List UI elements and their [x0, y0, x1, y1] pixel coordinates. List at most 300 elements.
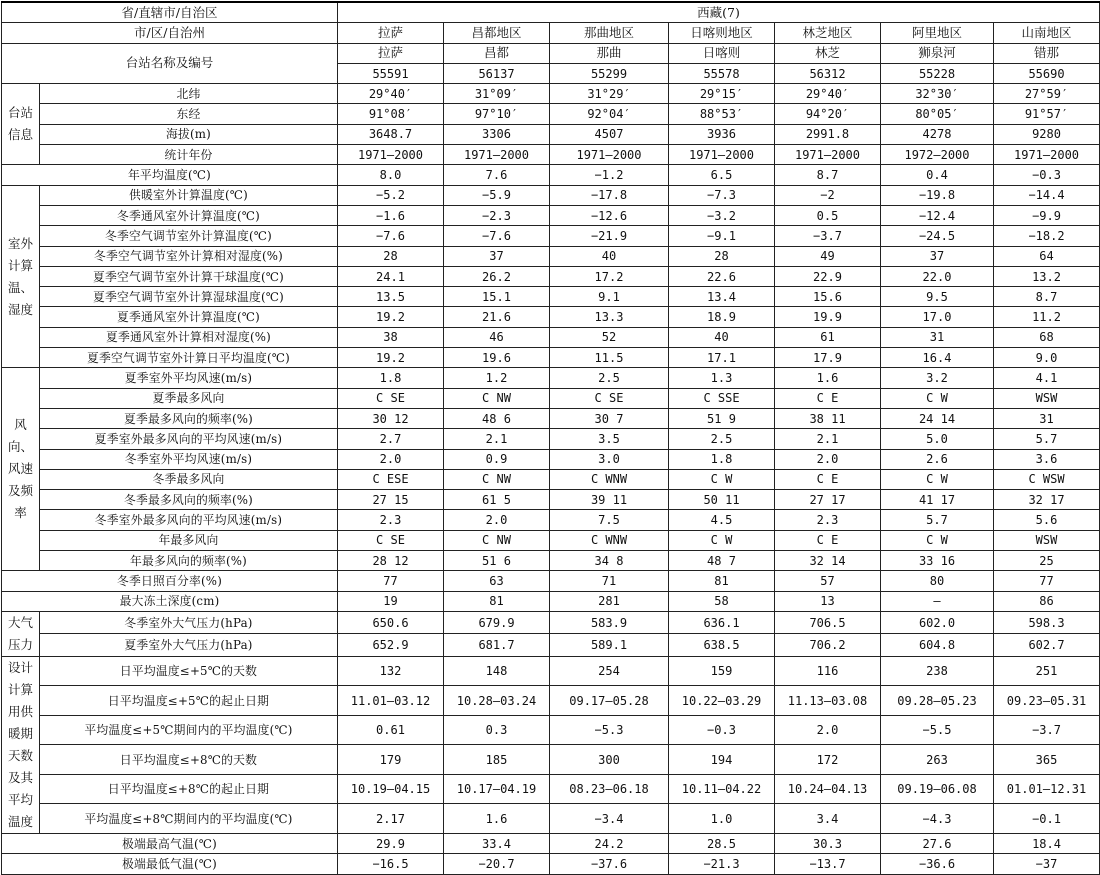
value-cell: 2.0	[775, 715, 881, 745]
value-cell: 09.19—06.08	[881, 774, 994, 804]
value-cell: 15.1	[444, 287, 550, 307]
value-cell: 8.7	[994, 287, 1100, 307]
value-cell: 37	[881, 246, 994, 266]
row-label: 年最多风向的频率(%)	[40, 551, 338, 571]
data-row	[2, 348, 1100, 368]
province-label: 省/直辖市/自治区	[2, 2, 338, 23]
value-cell: 30.3	[775, 833, 881, 853]
value-cell: 10.22—03.29	[669, 686, 775, 716]
value-cell: 3.4	[775, 804, 881, 834]
value-cell: 30 12	[338, 408, 444, 428]
value-cell: 4507	[550, 124, 669, 144]
value-cell: 39 11	[550, 490, 669, 510]
value-cell: −37.6	[550, 854, 669, 874]
value-cell: 172	[775, 745, 881, 775]
value-cell: −14.4	[994, 185, 1100, 205]
value-cell: 40	[550, 246, 669, 266]
row-label: 夏季空气调节室外计算日平均温度(℃)	[40, 348, 338, 368]
value-cell: 706.5	[775, 611, 881, 634]
row-label: 海拔(m)	[40, 124, 338, 144]
station-name-cell: 拉萨	[338, 43, 444, 63]
value-cell: 4.1	[994, 368, 1100, 388]
value-cell: 2.0	[444, 510, 550, 530]
value-cell: 11.13—03.08	[775, 686, 881, 716]
value-cell: 7.5	[550, 510, 669, 530]
value-cell: 32 14	[775, 551, 881, 571]
value-cell: 31°09′	[444, 84, 550, 104]
value-cell: 10.19—04.15	[338, 774, 444, 804]
value-cell: 2.17	[338, 804, 444, 834]
value-cell: 08.23—06.18	[550, 774, 669, 804]
value-cell: 97°10′	[444, 104, 550, 124]
data-row	[2, 408, 1100, 428]
value-cell: 09.28—05.23	[881, 686, 994, 716]
station-id-cell: 56312	[775, 63, 881, 83]
value-cell: 2.1	[775, 429, 881, 449]
value-cell: 9280	[994, 124, 1100, 144]
row-label: 冬季日照百分率(%)	[2, 571, 338, 591]
value-cell: 5.0	[881, 429, 994, 449]
value-cell: −9.9	[994, 205, 1100, 225]
station-id-cell: 55228	[881, 63, 994, 83]
value-cell: 650.6	[338, 611, 444, 634]
data-row	[2, 145, 1100, 165]
value-cell: 28	[669, 246, 775, 266]
row-label: 冬季空气调节室外计算温度(℃)	[40, 226, 338, 246]
value-cell: −21.9	[550, 226, 669, 246]
value-cell: C E	[775, 530, 881, 550]
city-cell: 林芝地区	[775, 23, 881, 43]
value-cell: 24.2	[550, 833, 669, 853]
value-cell: 31	[881, 327, 994, 347]
value-cell: C W	[881, 469, 994, 489]
value-cell: 50 11	[669, 490, 775, 510]
value-cell: 32°30′	[881, 84, 994, 104]
row-label: 冬季最多风向的频率(%)	[40, 490, 338, 510]
value-cell: −18.2	[994, 226, 1100, 246]
value-cell: 1.0	[669, 804, 775, 834]
value-cell: 185	[444, 745, 550, 775]
value-cell: 49	[775, 246, 881, 266]
data-row	[2, 449, 1100, 469]
value-cell: 19.2	[338, 348, 444, 368]
row-label: 夏季通风室外计算温度(℃)	[40, 307, 338, 327]
value-cell: 238	[881, 656, 994, 686]
data-row	[2, 307, 1100, 327]
row-label: 日平均温度≤+5℃的起止日期	[40, 686, 338, 716]
value-cell: 1.3	[669, 368, 775, 388]
value-cell: 2.0	[775, 449, 881, 469]
city-label: 市/区/自治州	[2, 23, 338, 43]
value-cell: 194	[669, 745, 775, 775]
value-cell: 2.3	[338, 510, 444, 530]
value-cell: 3.2	[881, 368, 994, 388]
data-row	[2, 429, 1100, 449]
value-cell: 5.6	[994, 510, 1100, 530]
row-label: 最大冻土深度(cm)	[2, 591, 338, 611]
value-cell: 29.9	[338, 833, 444, 853]
value-cell: 48 7	[669, 551, 775, 571]
value-cell: 13	[775, 591, 881, 611]
value-cell: 30 7	[550, 408, 669, 428]
value-cell: 1971—2000	[994, 145, 1100, 165]
value-cell: 251	[994, 656, 1100, 686]
value-cell: 09.17—05.28	[550, 686, 669, 716]
data-row	[2, 634, 1100, 657]
value-cell: 1.2	[444, 368, 550, 388]
value-cell: 1.6	[775, 368, 881, 388]
row-label: 冬季最多风向	[40, 469, 338, 489]
climate-data-table	[1, 1, 1100, 875]
value-cell: 17.0	[881, 307, 994, 327]
value-cell: 1972—2000	[881, 145, 994, 165]
value-cell: 0.9	[444, 449, 550, 469]
value-cell: −7.6	[444, 226, 550, 246]
data-row	[2, 774, 1100, 804]
station-id-cell: 55690	[994, 63, 1100, 83]
value-cell: 24.1	[338, 266, 444, 286]
row-label: 年最多风向	[40, 530, 338, 550]
value-cell: 1971—2000	[444, 145, 550, 165]
value-cell: 2.7	[338, 429, 444, 449]
value-cell: −1.2	[550, 165, 669, 185]
value-cell: −3.7	[994, 715, 1100, 745]
value-cell: 15.6	[775, 287, 881, 307]
city-cell: 那曲地区	[550, 23, 669, 43]
row-label: 极端最低气温(℃)	[2, 854, 338, 874]
data-row	[2, 611, 1100, 634]
value-cell: 01.01—12.31	[994, 774, 1100, 804]
value-cell: 40	[669, 327, 775, 347]
value-cell: −3.7	[775, 226, 881, 246]
value-cell: 17.9	[775, 348, 881, 368]
row-label: 冬季空气调节室外计算相对湿度(%)	[40, 246, 338, 266]
value-cell: 5.7	[881, 510, 994, 530]
value-cell: 3.6	[994, 449, 1100, 469]
station-name-cell: 错那	[994, 43, 1100, 63]
value-cell: 159	[669, 656, 775, 686]
value-cell: −2	[775, 185, 881, 205]
row-label: 日平均温度≤+5℃的天数	[40, 656, 338, 686]
row-label: 统计年份	[40, 145, 338, 165]
value-cell: −21.3	[669, 854, 775, 874]
value-cell: 116	[775, 656, 881, 686]
value-cell: 2991.8	[775, 124, 881, 144]
data-row	[2, 226, 1100, 246]
value-cell: 29°40′	[338, 84, 444, 104]
value-cell: 3936	[669, 124, 775, 144]
row-label: 日平均温度≤+8℃的天数	[40, 745, 338, 775]
data-row	[2, 804, 1100, 834]
value-cell: 28.5	[669, 833, 775, 853]
value-cell: 63	[444, 571, 550, 591]
row-label: 年平均温度(℃)	[2, 165, 338, 185]
value-cell: 18.4	[994, 833, 1100, 853]
value-cell: 29°40′	[775, 84, 881, 104]
data-row	[2, 656, 1100, 686]
value-cell: 27 17	[775, 490, 881, 510]
value-cell: −13.7	[775, 854, 881, 874]
value-cell: 51 9	[669, 408, 775, 428]
value-cell: C SE	[550, 388, 669, 408]
value-cell: −7.6	[338, 226, 444, 246]
data-row	[2, 715, 1100, 745]
value-cell: 604.8	[881, 634, 994, 657]
data-row	[2, 469, 1100, 489]
value-cell: 51 6	[444, 551, 550, 571]
value-cell: —	[881, 591, 994, 611]
value-cell: 636.1	[669, 611, 775, 634]
value-cell: 81	[669, 571, 775, 591]
value-cell: 27 15	[338, 490, 444, 510]
value-cell: −12.4	[881, 205, 994, 225]
value-cell: C E	[775, 388, 881, 408]
value-cell: −17.8	[550, 185, 669, 205]
value-cell: 300	[550, 745, 669, 775]
value-cell: 28	[338, 246, 444, 266]
data-row	[2, 551, 1100, 571]
value-cell: 7.6	[444, 165, 550, 185]
value-cell: 11.01—03.12	[338, 686, 444, 716]
value-cell: 19.2	[338, 307, 444, 327]
value-cell: 679.9	[444, 611, 550, 634]
data-row	[2, 854, 1100, 874]
row-label: 冬季室外平均风速(m/s)	[40, 449, 338, 469]
value-cell: 10.24—04.13	[775, 774, 881, 804]
value-cell: C WNW	[550, 469, 669, 489]
value-cell: 2.1	[444, 429, 550, 449]
value-cell: 81	[444, 591, 550, 611]
value-cell: C WNW	[550, 530, 669, 550]
value-cell: 61 5	[444, 490, 550, 510]
value-cell: C SSE	[669, 388, 775, 408]
value-cell: 0.61	[338, 715, 444, 745]
value-cell: 28 12	[338, 551, 444, 571]
value-cell: 91°08′	[338, 104, 444, 124]
station-id-cell: 55591	[338, 63, 444, 83]
value-cell: −1.6	[338, 205, 444, 225]
value-cell: 27.6	[881, 833, 994, 853]
value-cell: −36.6	[881, 854, 994, 874]
value-cell: 254	[550, 656, 669, 686]
value-cell: −3.4	[550, 804, 669, 834]
data-row	[2, 84, 1100, 104]
row-label: 夏季通风室外计算相对湿度(%)	[40, 327, 338, 347]
value-cell: 38 11	[775, 408, 881, 428]
city-cell: 山南地区	[994, 23, 1100, 43]
value-cell: 1.8	[338, 368, 444, 388]
value-cell: 3306	[444, 124, 550, 144]
value-cell: 1971—2000	[338, 145, 444, 165]
province-row	[2, 2, 1100, 23]
value-cell: 11.2	[994, 307, 1100, 327]
value-cell: −3.2	[669, 205, 775, 225]
value-cell: −0.1	[994, 804, 1100, 834]
value-cell: 9.0	[994, 348, 1100, 368]
value-cell: 602.7	[994, 634, 1100, 657]
value-cell: −37	[994, 854, 1100, 874]
value-cell: −20.7	[444, 854, 550, 874]
data-row	[2, 686, 1100, 716]
data-row	[2, 833, 1100, 853]
row-label: 夏季室外平均风速(m/s)	[40, 368, 338, 388]
value-cell: 17.1	[669, 348, 775, 368]
row-label: 冬季室外最多风向的平均风速(m/s)	[40, 510, 338, 530]
value-cell: C E	[775, 469, 881, 489]
city-cell: 日喀则地区	[669, 23, 775, 43]
value-cell: −12.6	[550, 205, 669, 225]
value-cell: 589.1	[550, 634, 669, 657]
value-cell: −24.5	[881, 226, 994, 246]
row-label: 日平均温度≤+8℃的起止日期	[40, 774, 338, 804]
row-label: 平均温度≤+5℃期间内的平均温度(℃)	[40, 715, 338, 745]
value-cell: 41 17	[881, 490, 994, 510]
row-label: 极端最高气温(℃)	[2, 833, 338, 853]
value-cell: 68	[994, 327, 1100, 347]
row-label: 供暖室外计算温度(℃)	[40, 185, 338, 205]
value-cell: 10.11—04.22	[669, 774, 775, 804]
value-cell: C W	[881, 388, 994, 408]
value-cell: 80	[881, 571, 994, 591]
data-row	[2, 490, 1100, 510]
value-cell: 1971—2000	[550, 145, 669, 165]
value-cell: 33.4	[444, 833, 550, 853]
data-row	[2, 205, 1100, 225]
city-cell: 拉萨	[338, 23, 444, 43]
value-cell: 27°59′	[994, 84, 1100, 104]
value-cell: 4.5	[669, 510, 775, 530]
value-cell: 706.2	[775, 634, 881, 657]
row-label: 夏季室外大气压力(hPa)	[40, 634, 338, 657]
value-cell: 17.2	[550, 266, 669, 286]
value-cell: 31	[994, 408, 1100, 428]
row-label: 夏季空气调节室外计算干球温度(℃)	[40, 266, 338, 286]
value-cell: 26.2	[444, 266, 550, 286]
value-cell: 92°04′	[550, 104, 669, 124]
value-cell: C NW	[444, 388, 550, 408]
value-cell: 64	[994, 246, 1100, 266]
value-cell: C ESE	[338, 469, 444, 489]
station-label: 台站名称及编号	[2, 43, 338, 84]
value-cell: −5.2	[338, 185, 444, 205]
value-cell: 3.0	[550, 449, 669, 469]
data-row	[2, 571, 1100, 591]
value-cell: 1.6	[444, 804, 550, 834]
value-cell: 2.6	[881, 449, 994, 469]
value-cell: 13.3	[550, 307, 669, 327]
value-cell: 29°15′	[669, 84, 775, 104]
data-row	[2, 368, 1100, 388]
value-cell: 3648.7	[338, 124, 444, 144]
station-name-cell: 那曲	[550, 43, 669, 63]
data-row	[2, 327, 1100, 347]
station-name-cell: 昌都	[444, 43, 550, 63]
station-name-row	[2, 43, 1100, 63]
value-cell: −9.1	[669, 226, 775, 246]
group-heating-period: 设计计算用供暖期天数及其平均温度	[2, 656, 40, 833]
row-label: 冬季通风室外计算温度(℃)	[40, 205, 338, 225]
data-row	[2, 530, 1100, 550]
value-cell: 77	[994, 571, 1100, 591]
value-cell: C W	[669, 469, 775, 489]
value-cell: 19.9	[775, 307, 881, 327]
data-row	[2, 287, 1100, 307]
value-cell: 34 8	[550, 551, 669, 571]
value-cell: 33 16	[881, 551, 994, 571]
value-cell: 46	[444, 327, 550, 347]
value-cell: 25	[994, 551, 1100, 571]
value-cell: 4278	[881, 124, 994, 144]
data-row	[2, 591, 1100, 611]
value-cell: 8.0	[338, 165, 444, 185]
value-cell: 13.4	[669, 287, 775, 307]
value-cell: 09.23—05.31	[994, 686, 1100, 716]
value-cell: 8.7	[775, 165, 881, 185]
value-cell: 0.3	[444, 715, 550, 745]
city-row	[2, 23, 1100, 43]
group-outdoor-temp-humidity: 室外计算温、湿度	[2, 185, 40, 368]
province-value: 西藏(7)	[338, 2, 1100, 23]
value-cell: −4.3	[881, 804, 994, 834]
station-id-cell: 56137	[444, 63, 550, 83]
data-row	[2, 266, 1100, 286]
group-wind: 风向、风速及频率	[2, 368, 40, 571]
value-cell: 71	[550, 571, 669, 591]
value-cell: −5.5	[881, 715, 994, 745]
value-cell: C SE	[338, 388, 444, 408]
value-cell: 80°05′	[881, 104, 994, 124]
row-label: 夏季最多风向	[40, 388, 338, 408]
value-cell: 58	[669, 591, 775, 611]
row-label: 平均温度≤+8℃期间内的平均温度(℃)	[40, 804, 338, 834]
value-cell: 0.5	[775, 205, 881, 225]
value-cell: C SE	[338, 530, 444, 550]
value-cell: 22.9	[775, 266, 881, 286]
value-cell: 48 6	[444, 408, 550, 428]
value-cell: 9.1	[550, 287, 669, 307]
value-cell: 52	[550, 327, 669, 347]
value-cell: 148	[444, 656, 550, 686]
value-cell: 10.17—04.19	[444, 774, 550, 804]
value-cell: 18.9	[669, 307, 775, 327]
data-row	[2, 165, 1100, 185]
station-id-cell: 55578	[669, 63, 775, 83]
value-cell: 86	[994, 591, 1100, 611]
value-cell: 681.7	[444, 634, 550, 657]
value-cell: 583.9	[550, 611, 669, 634]
value-cell: C W	[881, 530, 994, 550]
value-cell: −0.3	[669, 715, 775, 745]
value-cell: 5.7	[994, 429, 1100, 449]
value-cell: 19.6	[444, 348, 550, 368]
data-row	[2, 185, 1100, 205]
data-row	[2, 510, 1100, 530]
group-station-info: 台站信息	[2, 84, 40, 165]
data-row	[2, 104, 1100, 124]
value-cell: 19	[338, 591, 444, 611]
value-cell: 2.5	[669, 429, 775, 449]
station-id-cell: 55299	[550, 63, 669, 83]
value-cell: 32 17	[994, 490, 1100, 510]
value-cell: 263	[881, 745, 994, 775]
value-cell: 13.2	[994, 266, 1100, 286]
value-cell: C WSW	[994, 469, 1100, 489]
value-cell: 652.9	[338, 634, 444, 657]
city-cell: 阿里地区	[881, 23, 994, 43]
value-cell: 57	[775, 571, 881, 591]
value-cell: 132	[338, 656, 444, 686]
value-cell: 2.5	[550, 368, 669, 388]
